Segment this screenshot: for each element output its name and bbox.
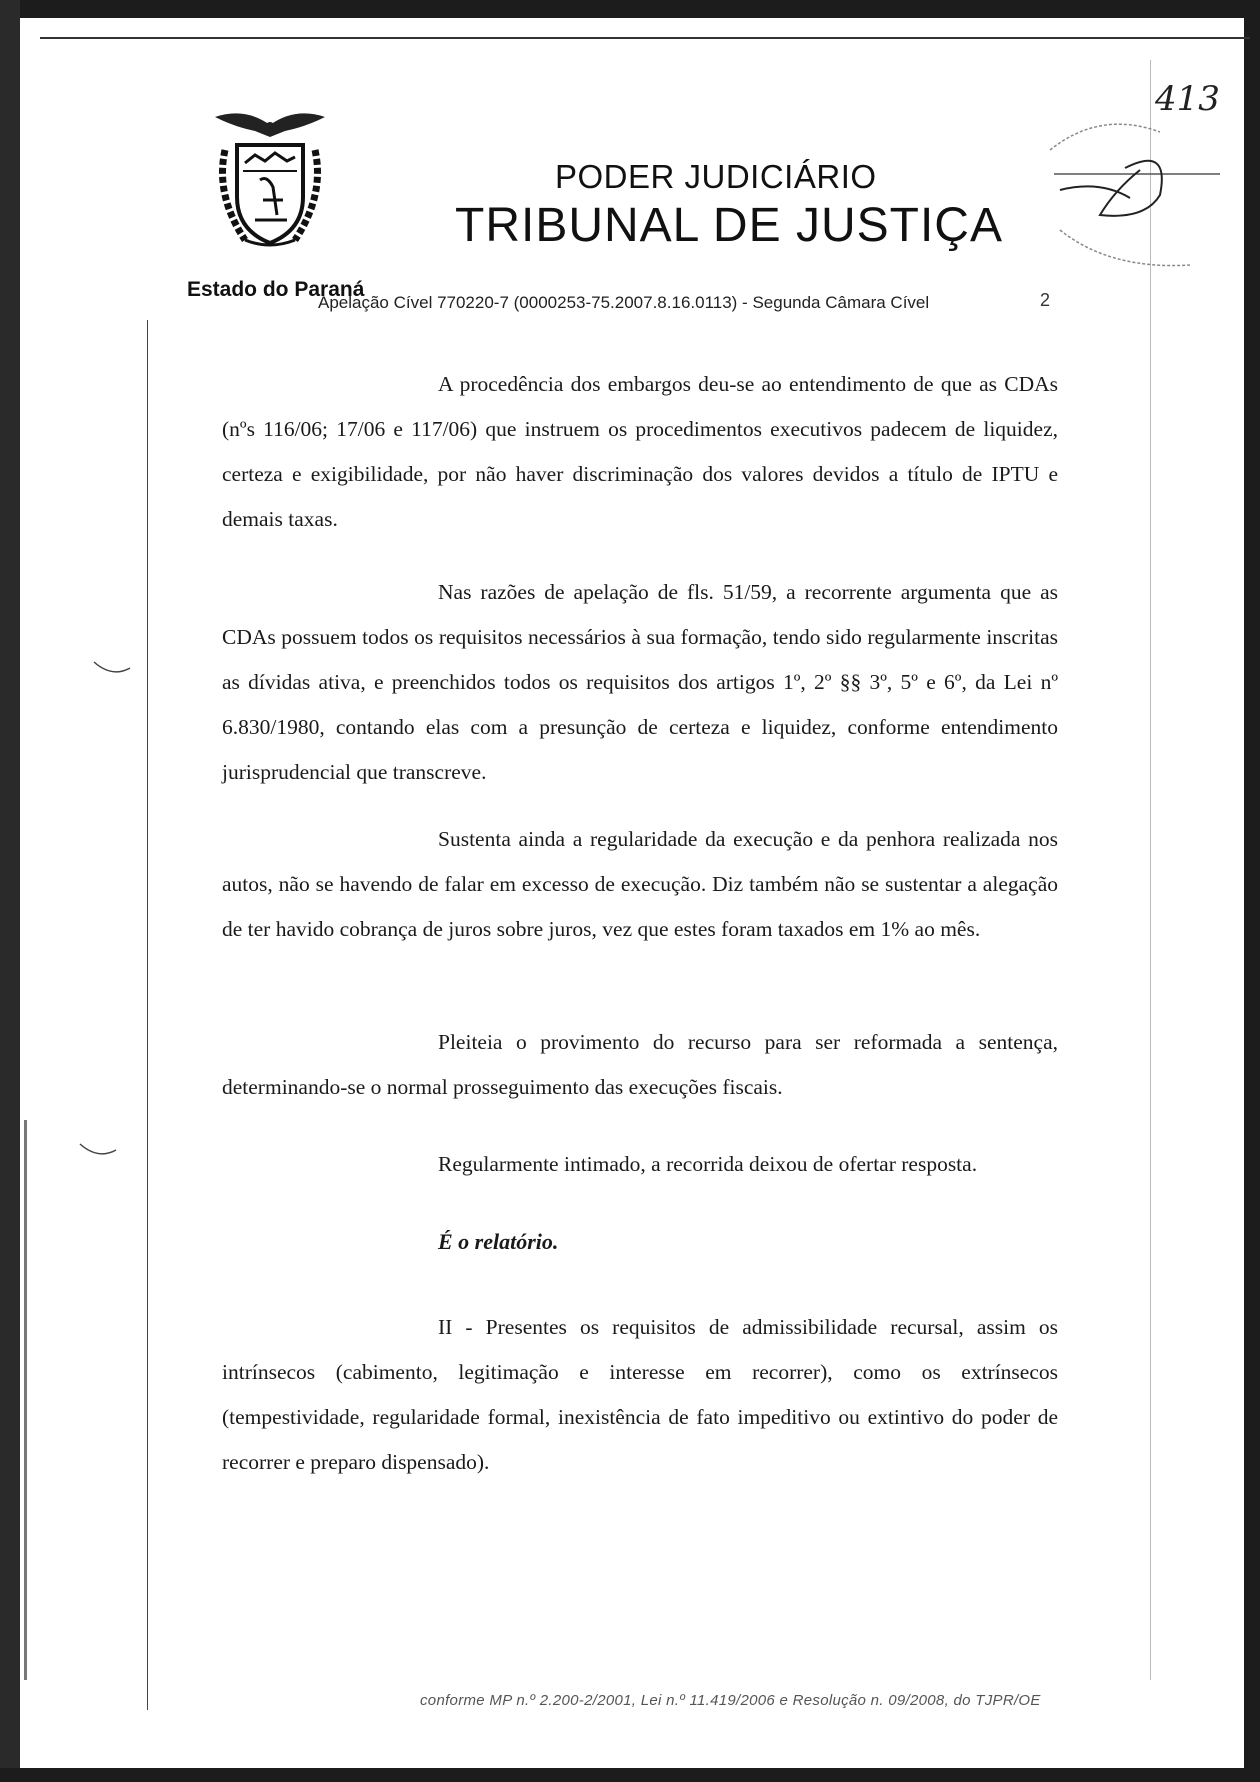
paragraph-5: Regularmente intimado, a recorrida deixou de ofertar resposta. <box>438 1152 978 1176</box>
hole-punch-mark <box>78 1142 118 1162</box>
scan-border-right <box>1244 0 1260 1782</box>
case-reference: Apelação Cível 770220-7 (0000253-75.2007.8.16.0113) - Segunda Câmara Cível <box>318 293 930 312</box>
paragraph-4: Pleiteia o provimento do recurso para ser reformada a sentença, determinando-se o normal prosseguimento das execuções fiscais. <box>222 1030 1058 1099</box>
header-court-power: PODER JUDICIÁRIO <box>555 158 877 195</box>
header-state: Estado do Paraná <box>187 278 365 301</box>
report-heading: É o relatório. <box>438 1229 559 1254</box>
scan-border-left <box>0 0 20 1782</box>
binding-mark <box>24 1120 27 1680</box>
paragraph-3: Sustenta ainda a regularidade da execução e da penhora realizada nos autos, não se havendo de falar em excesso de execução. Diz também não se sustentar a alegação de ter havido cobrança de juros sobre juros, vez que estes foram taxados em 1% ao mês. <box>222 827 1058 941</box>
folio-number: 413 <box>1155 79 1220 119</box>
right-margin-line <box>1150 60 1151 1680</box>
court-stamp <box>1040 70 1240 300</box>
paragraph-6: II - Presentes os requisitos de admissibilidade recursal, assim os intrínsecos (cabimento, legitimação e interesse em recorrer), como os extrínsecos (tempestividade, regularidade formal, inexistência de fato impeditivo ou extintivo do poder de recorrer e preparo dispensado). <box>222 1315 1058 1474</box>
paragraph-1: A procedência dos embargos deu-se ao entendimento de que as CDAs (nºs 116/06; 17/06 e 117/06) que instruem os procedimentos executivos padecem de liquidez, certeza e exigibilidade, por não haver discriminação dos valores devidos a título de IPTU e demais taxas. <box>222 372 1058 531</box>
page-number: 2 <box>1040 290 1051 310</box>
footer-signature-note: conforme MP n.º 2.200-2/2001, Lei n.º 11.419/2006 e Resolução n. 09/2008, do TJPR/OE <box>420 1692 1041 1709</box>
header-court-name: TRIBUNAL DE JUSTIÇA <box>455 199 1003 252</box>
parana-coat-of-arms-icon <box>205 105 335 255</box>
top-rule <box>40 37 1250 39</box>
left-margin-line <box>147 320 148 1710</box>
scan-border-top <box>0 0 1260 18</box>
paragraph-2: Nas razões de apelação de fls. 51/59, a recorrente argumenta que as CDAs possuem todos os requisitos necessários à sua formação, tendo sido regularmente inscritas as dívidas ativa, e preenchidos todos os requisitos dos artigos 1º, 2º §§ 3º, 5º e 6º, da Lei nº 6.830/1980, contando elas com a presunção de certeza e liquidez, conforme entendimento jurisprudencial que transcreve. <box>222 580 1058 784</box>
hole-punch-mark <box>92 660 132 680</box>
scan-border-bottom <box>0 1768 1260 1782</box>
